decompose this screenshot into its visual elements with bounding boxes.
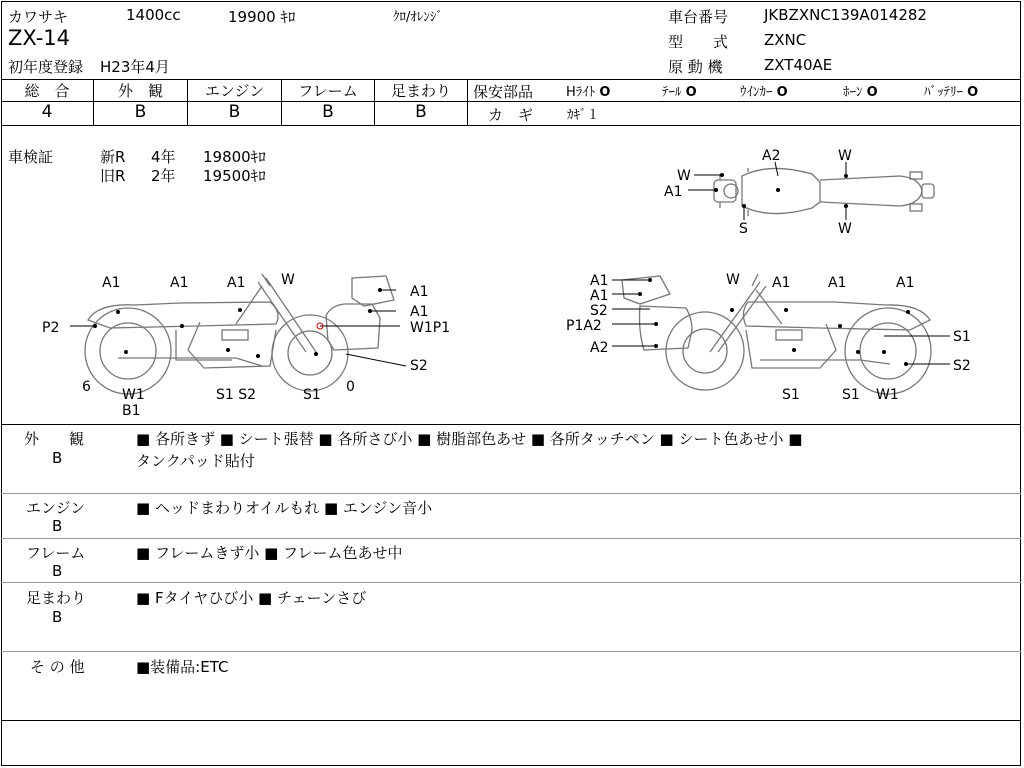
frame-number-label: 車台番号 (668, 8, 729, 26)
engine-grade-label: エンジン (204, 82, 265, 100)
diagram-label: A1 (102, 275, 121, 291)
frame-number-value: JKBZXNC139A014282 (764, 6, 927, 24)
diagram-label: W1 (876, 387, 899, 403)
remark-exterior-label: 外 観 (24, 430, 85, 448)
diagram-label: 0 (346, 379, 355, 395)
ok-mark-icon: O (685, 85, 697, 100)
motorcycle-right-side-view (622, 274, 931, 394)
ok-mark-icon: O (599, 85, 611, 100)
key-value: ｶｷﾞ１ (567, 108, 600, 123)
engine-model-label: 原 動 機 (668, 58, 723, 76)
divider (1, 424, 1021, 425)
ok-mark-icon: O (866, 85, 878, 100)
diagram-label: B1 (122, 403, 141, 419)
diagram-label: A2 (590, 340, 609, 356)
diagram-label: S1 (953, 329, 971, 345)
safety-item-battery: ﾊﾞｯﾃﾘｰ O (924, 85, 979, 100)
diagram-label: A1 (170, 275, 189, 291)
diagram-label: W (838, 148, 852, 164)
key-label: カ ギ (488, 106, 534, 124)
diagram-label: A1 (772, 275, 791, 291)
inspection-new-km: 19800ｷﾛ (203, 148, 266, 166)
remark-engine-grade: B (52, 517, 63, 535)
remark-engine-text: ■ ヘッドまわりオイルもれ ■ エンジン音小 (136, 499, 433, 517)
diagram-label: A1 (896, 275, 915, 291)
remark-frame-text: ■ フレームきず小 ■ フレーム色あせ中 (136, 544, 403, 562)
diagram-label: A1 (664, 184, 683, 200)
diagram-label: S1 (782, 387, 800, 403)
diagram-label: S2 (953, 358, 971, 374)
maker-name: カワサキ (8, 8, 69, 26)
safety-item-headlight: Hﾗｲﾄ O (566, 85, 611, 100)
diagram-label: W (281, 272, 295, 288)
remark-other-label: そ の 他 (30, 658, 85, 676)
diagram-label: A2 (762, 148, 781, 164)
inspection-new-years: 4年 (151, 148, 176, 166)
overall-grade-value: 4 (41, 102, 53, 122)
safety-item-tail: ﾃｰﾙ O (662, 85, 697, 100)
diagram-label: W (838, 221, 852, 237)
diagram-label: W (726, 272, 740, 288)
remark-suspension-label: 足まわり (26, 589, 87, 607)
remark-engine-label: エンジン (26, 499, 86, 517)
engine-model-value: ZXT40AE (764, 56, 833, 74)
remark-suspension-text: ■ Fタイヤひび小 ■ チェーンさび (136, 589, 367, 607)
diagram-label: P2 (42, 320, 60, 336)
motorcycle-left-side-view (85, 274, 394, 394)
model-code-label: 型 式 (668, 33, 729, 51)
suspension-grade-value: B (415, 102, 427, 122)
displacement: 1400cc (126, 6, 181, 24)
diagram-label: A1 (227, 275, 246, 291)
divider (1, 493, 1021, 494)
first-registration-value: H23年4月 (100, 58, 170, 76)
diagram-label: W1P1 (410, 320, 451, 336)
remark-exterior-text-line1: ■ 各所きず ■ シート張替 ■ 各所さび小 ■ 樹脂部色あせ ■ 各所タッチペン ■ シート色あせ小 ■ (136, 430, 803, 448)
motorcycle-top-view (714, 168, 934, 216)
body-color: ｸﾛ/ｵﾚﾝｼﾞ (393, 10, 443, 25)
safety-item-winker: ｳｲﾝｶｰ O (740, 85, 788, 100)
diagram-label: A1 (410, 304, 429, 320)
inspection-old-km: 19500ｷﾛ (203, 167, 266, 185)
overall-grade-label: 総 合 (24, 82, 70, 100)
diagram-label: S1 (303, 387, 321, 403)
diagram-label: A1 (828, 275, 847, 291)
safety-item-horn: ﾎｰﾝ O (843, 85, 878, 100)
inspection-new-label: 新R (100, 148, 126, 166)
diagram-label: S (739, 221, 748, 237)
diagram-label: S2 (590, 303, 608, 319)
divider (1, 720, 1021, 721)
diagram-label: S2 (410, 358, 428, 374)
mileage: 19900 ｷﾛ (228, 8, 296, 26)
model-code-value: ZXNC (764, 31, 807, 49)
remark-frame-grade: B (52, 562, 63, 580)
diagram-label: A1 (410, 284, 429, 300)
diagram-label: W (677, 168, 691, 184)
remark-suspension-grade: B (52, 608, 63, 626)
inspection-old-label: 旧R (100, 167, 126, 185)
ok-mark-icon: O (967, 85, 979, 100)
exterior-grade-value: B (134, 102, 147, 122)
diagram-label: A1 (590, 273, 609, 289)
diagram-label: P1A2 (566, 318, 602, 334)
diagram-label: 6 (82, 379, 91, 395)
safety-parts-label: 保安部品 (473, 83, 534, 101)
diagram-label: A1 (590, 288, 609, 304)
model-name: ZX-14 (8, 26, 71, 50)
suspension-grade-label: 足まわり (390, 82, 451, 100)
inspection-label: 車検証 (8, 148, 54, 166)
exterior-grade-label: 外 観 (117, 82, 163, 100)
remark-exterior-text-line2: タンクパッド貼付 (136, 452, 255, 470)
ok-mark-icon: O (776, 85, 788, 100)
divider (1, 582, 1021, 583)
divider (1, 651, 1021, 652)
first-registration-label: 初年度登録 (8, 58, 84, 76)
frame-grade-label: フレーム (298, 82, 358, 100)
diagram-label: S1 S2 (216, 387, 257, 403)
diagram-label: W1 (122, 387, 145, 403)
remark-frame-label: フレーム (26, 544, 86, 562)
divider (1, 538, 1021, 539)
inspection-old-years: 2年 (151, 167, 176, 185)
engine-grade-value: B (228, 102, 241, 122)
frame-grade-value: B (322, 102, 334, 122)
remark-exterior-grade: B (52, 449, 63, 467)
remark-other-text: ■装備品:ETC (136, 658, 229, 676)
diagram-label: S1 (842, 387, 860, 403)
